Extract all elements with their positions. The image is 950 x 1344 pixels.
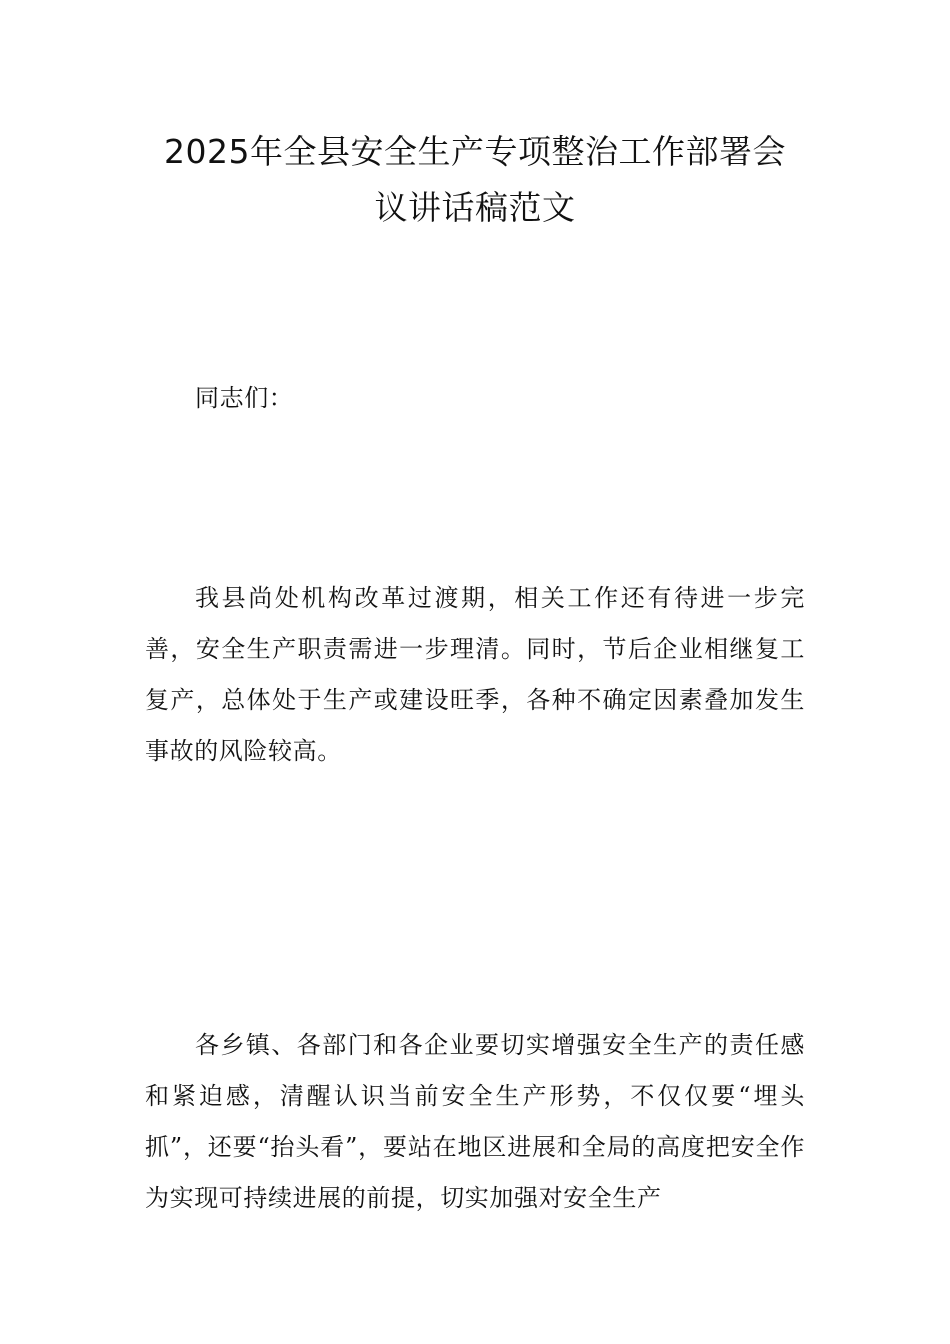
body-paragraph-1: 我县尚处机构改革过渡期，相关工作还有待进一步完善，安全生产职责需进一步理清。同时，节后企业相继复工复产，总体处于生产或建设旺季，各种不确定因素叠加发生事故的风险较高。 [145, 584, 805, 765]
document-title [145, 124, 805, 236]
greeting: 同志们： [195, 384, 294, 412]
document-title-line-2: 议讲话稿范文 [374, 188, 576, 227]
body-paragraph-2: 各乡镇、各部门和各企业要切实增强安全生产的责任感和紧迫感，清醒认识当前安全生产形势，不仅仅要“埋头抓”，还要“抬头看”，要站在地区进展和全局的高度把安全作为实现可持续进展的前提，切实加强对安全生产 [145, 1031, 805, 1212]
document-title-line-1: 2025年全县安全生产专项整治工作部署会 [164, 132, 786, 171]
